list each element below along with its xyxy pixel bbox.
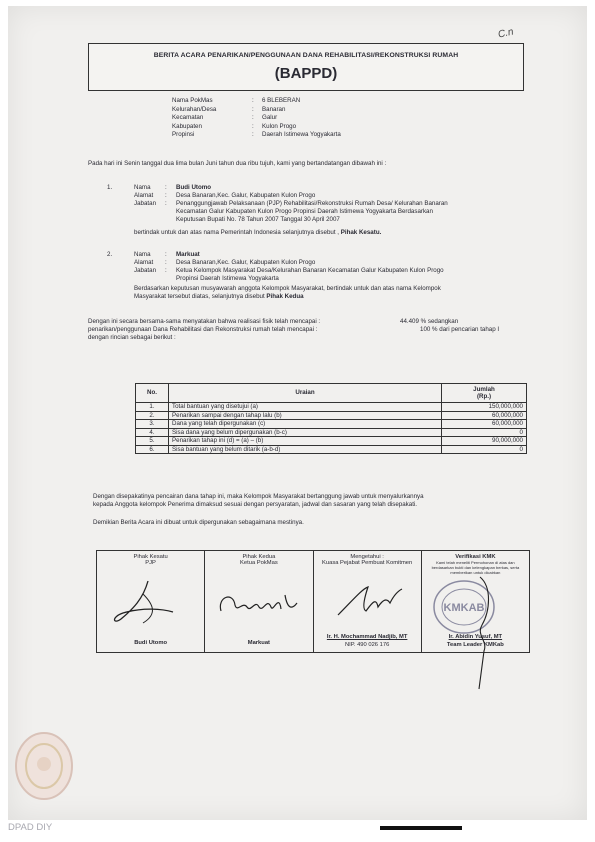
info-row xyxy=(172,131,341,138)
signer-role-4: Team Leader KMKab xyxy=(446,642,504,648)
detail-table xyxy=(135,383,527,454)
dpad-watermark: DPAD DIY xyxy=(8,822,53,833)
party1-position-label: Jabatan xyxy=(134,200,157,207)
cell-no: 4. xyxy=(136,428,169,437)
table-row xyxy=(136,411,527,420)
table-row xyxy=(136,445,527,454)
party1-address-label: Alamat xyxy=(134,192,154,199)
cell-jumlah: 60,000,000 xyxy=(442,411,527,420)
signature-cell-kmk: Verifikasi KMK Kami telah meneliti Permohonan di atas dan berdasarkan bukti dan kelengkapan berkas, serta memberikan untuk dicairkan KMKAB Ir. Abidin Yusuf, MT Team Leader KMKab xyxy=(421,551,529,653)
signature-nadjib xyxy=(328,581,418,621)
signer-name-4: Ir. Abidin Yusuf, MT xyxy=(448,634,503,640)
info-label: Nama PokMas xyxy=(172,97,213,104)
info-row xyxy=(172,114,277,121)
cell-jumlah: 150,000,000 xyxy=(442,403,527,412)
info-value: Daerah Istimewa Yogyakarta xyxy=(262,131,341,138)
party2-position-line1: Ketua Kelompok Masyarakat Desa/Kelurahan Banaran Kecamatan Galur Kabupaten Kulon Progo xyxy=(176,267,444,274)
footer-bar xyxy=(380,826,462,830)
intro-text: Pada hari ini Senin tanggal dua lima bulan Juni tahun dua ribu tujuh, kami yang bertandatangan dibawah ini : xyxy=(88,160,387,167)
info-label: Kecamatan xyxy=(172,114,204,121)
signature-cell-pjp: Pihak Kesatu PJP Budi Utomo xyxy=(97,551,205,653)
signature-table xyxy=(96,550,530,653)
agreement-line2-value: 100 % dari pencarian tahap I xyxy=(420,326,500,333)
info-value: Galur xyxy=(262,114,278,121)
info-row xyxy=(172,106,285,113)
party2-name: Markuat xyxy=(176,251,200,258)
table-row xyxy=(136,428,527,437)
info-row xyxy=(172,97,300,104)
party1-name-label: Nama xyxy=(134,184,151,191)
cell-no: 3. xyxy=(136,420,169,429)
party1-closing: bertindak untuk dan atas nama Pemerintah Indonesia selanjutnya disebut , Pihak Kesatu. xyxy=(134,229,382,236)
party2-address: Desa Banaran,Kec. Galur, Kabupaten Kulon Progo xyxy=(176,259,316,266)
signature-cell-ppk: Mengetahui : Kuasa Pejabat Pembuat Komitmen Ir. H. Mochammad Nadjib, MT NIP. 490 026 176 xyxy=(313,551,421,653)
cell-jumlah: 0 xyxy=(442,445,527,454)
cell-jumlah: 60,000,000 xyxy=(442,420,527,429)
info-row xyxy=(172,123,296,130)
cell-jumlah: 90,000,000 xyxy=(442,437,527,446)
signature-abidin xyxy=(462,571,512,691)
info-value: Banaran xyxy=(262,105,286,113)
table-row xyxy=(136,403,527,412)
signer-name-2: Markuat xyxy=(247,640,270,646)
cell-uraian: Total bantuan yang disetujui (a) xyxy=(169,403,442,412)
signature-markuat xyxy=(213,583,303,623)
cell-no: 5. xyxy=(136,437,169,446)
party2-address-label: Alamat xyxy=(134,259,154,266)
corner-handwritten-mark: C.n xyxy=(497,26,515,41)
cell-uraian: Penarikan sampai dengan tahap lalu (b) xyxy=(169,411,442,420)
info-colon: : xyxy=(252,97,254,104)
party2-position-line2: Propinsi Daerah Istimewa Yogyakarta xyxy=(176,275,279,282)
agreement-line2: penarikan/penggunaan Dana Rehabilitasi dan Rekonstruksi rumah telah mencapai : xyxy=(88,326,318,333)
closing-paragraph-line2: kepada Anggota kelompok Penerima dimaksud sesuai dengan persyaratan, jadwal dan sasaran yang telah disepakati. xyxy=(93,501,418,508)
info-colon: : xyxy=(252,122,254,130)
agreement-line1-value: 44.409 % sedangkan xyxy=(400,318,459,325)
agreement-line1: Dengan ini secara bersama-sama menyatakan bahwa realisasi fisik telah mencapai : xyxy=(88,318,321,325)
agreement-line3: dengan rincian sebagai berikut : xyxy=(88,334,176,341)
info-value: 6 BLEBERAN xyxy=(262,97,301,104)
info-value: Kulon Progo xyxy=(262,122,297,130)
cell-uraian: Penarikan tahap ini (d) = (a) – (b) xyxy=(169,437,442,446)
signer-nip-3: NIP. 490 026 176 xyxy=(344,642,390,648)
cell-no: 1. xyxy=(136,403,169,412)
cell-uraian: Dana yang telah dipergunakan (c) xyxy=(169,420,442,429)
cell-jumlah: 0 xyxy=(442,428,527,437)
document-title: BERITA ACARA PENARIKAN/PENGGUNAAN DANA REHABILITASI/REKONSTRUKSI RUMAH xyxy=(153,52,459,59)
party2-closing-line2: Masyarakat tersebut diatas, selanjutnya disebut Pihak Kedua xyxy=(134,293,304,300)
party2-name-label: Nama xyxy=(134,251,151,258)
signer-name-1: Budi Utomo xyxy=(134,640,168,646)
table-row xyxy=(136,420,527,429)
table-header-uraian: Uraian xyxy=(169,384,442,403)
cell-no: 6. xyxy=(136,445,169,454)
info-label: Propinsi xyxy=(172,131,195,138)
signature-budi-utomo xyxy=(103,579,193,629)
info-colon: : xyxy=(252,131,254,138)
info-colon: : xyxy=(252,105,254,113)
party1-number: 1. xyxy=(107,184,113,191)
party1-position-line2: Kecamatan Galur Kabupaten Kulon Progo Propinsi Daerah Istimewa Yogyakarta Berdasarkan xyxy=(176,208,433,215)
table-header-jumlah: Jumlah (Rp.) xyxy=(442,384,527,403)
signer-name-3: Ir. H. Mochammad Nadjib, MT xyxy=(326,634,408,640)
cell-no: 2. xyxy=(136,411,169,420)
party2-number: 2. xyxy=(107,251,113,258)
closing-paragraph-line1: Dengan disepakatinya pencairan dana tahap ini, maka Kelompok Masyarakat bertanggung jawab untuk menyalurkannya xyxy=(93,493,424,500)
dpad-emblem xyxy=(12,728,76,802)
info-label: Kelurahan/Desa xyxy=(172,105,217,113)
signature-cell-pokmas: Pihak Kedua Ketua PokMas Markuat xyxy=(205,551,313,653)
closing-statement: Demikian Berita Acara ini dibuat untuk dipergunakan sebagaimana mestinya. xyxy=(93,519,304,526)
party1-position-line3: Keputusan Bupati No. 78 Tahun 2007 Tanggal 30 April 2007 xyxy=(176,216,340,223)
info-label: Kabupaten xyxy=(172,122,202,130)
info-colon: : xyxy=(252,114,254,121)
party1-position-line1: Penanggungjawab Pelaksanaan (PJP) Rehabilitasi/Rekonstruksi Rumah Desa/ Kelurahan Banaran xyxy=(176,200,448,207)
cell-uraian: Sisa dana yang belum dipergunakan (b-c) xyxy=(169,428,442,437)
table-header-no: No. xyxy=(136,384,169,403)
party1-name: Budi Utomo xyxy=(176,184,212,191)
party2-position-label: Jabatan xyxy=(134,267,157,274)
document-abbreviation: (BAPPD) xyxy=(274,65,338,82)
table-row xyxy=(136,437,527,446)
svg-text:KMKAB: KMKAB xyxy=(443,602,485,614)
cell-uraian: Sisa bantuan yang belum ditarik (a-b-d) xyxy=(169,445,442,454)
party1-address: Desa Banaran,Kec. Galur, Kabupaten Kulon Progo xyxy=(176,192,316,199)
party2-closing-line1: Berdasarkan keputusan musyawarah anggota Kelompok Masyarakat, bertindak untuk dan atas nama Kelompok xyxy=(134,285,441,292)
document-header xyxy=(88,43,524,91)
